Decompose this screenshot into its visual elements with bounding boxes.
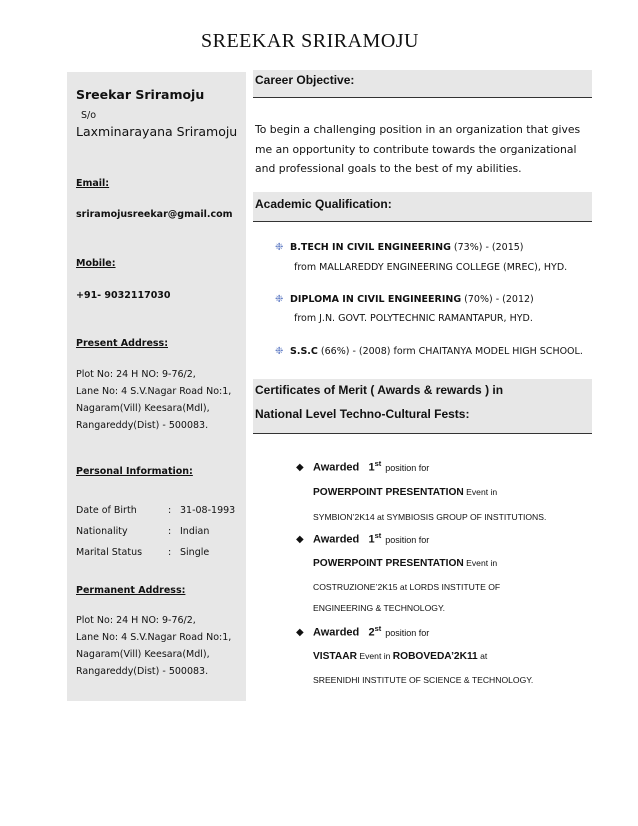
award-rank-suffix: st — [374, 624, 382, 633]
award-position: position for — [385, 462, 430, 473]
award-title — [313, 531, 429, 546]
personal-field-label: Marital Status — [76, 547, 143, 558]
son-of-label: S/o — [81, 110, 97, 121]
qualification-details: (66%) - (2008) form CHAITANYA MODEL HIGH SCHOOL. — [317, 346, 583, 357]
award-rank: 1 — [368, 533, 375, 546]
permanent-address-heading: Permanent Address: — [76, 585, 186, 596]
father-name: Laxminarayana Sriramoju — [76, 124, 238, 139]
award-event — [313, 651, 487, 662]
personal-field-value: Indian — [180, 526, 210, 537]
diamond-bullet-icon: ◆ — [296, 462, 304, 473]
permanent-address-line: Nagaram(Vill) Keesara(Mdl), — [76, 649, 210, 660]
career-objective-line: and professional goals to the best of my abilities. — [255, 162, 522, 175]
personal-field-label: Nationality — [76, 526, 128, 537]
award-venue: COSTRUZIONE’2K15 at LORDS INSTITUTE OF — [313, 582, 501, 592]
award-rank: 2 — [368, 626, 375, 639]
academic-header — [253, 192, 592, 222]
certificates-header — [253, 379, 592, 434]
award-event2-suffix: at — [477, 651, 488, 661]
personal-info-heading: Personal Information: — [76, 466, 193, 477]
personal-field-value: Single — [180, 547, 210, 558]
career-objective-line: me an opportunity to contribute towards the organizational — [255, 143, 577, 156]
qualification-item — [290, 346, 583, 357]
academic-heading: Academic Qualification: — [255, 197, 392, 211]
career-objective-heading: Career Objective: — [255, 73, 355, 87]
page-title: SREEKAR SRIRAMOJU — [201, 30, 419, 52]
award-label: Awarded — [313, 626, 360, 639]
award-event — [313, 558, 497, 569]
personal-field-colon: : — [168, 547, 172, 558]
award-position: position for — [385, 534, 430, 545]
permanent-address-line: Lane No: 4 S.V.Nagar Road No:1, — [76, 632, 232, 643]
qualification-degree: S.S.C — [290, 346, 318, 357]
award-event — [313, 487, 497, 498]
career-objective-header — [253, 70, 592, 98]
career-objective-line: To begin a challenging position in an organization that gives — [255, 123, 581, 136]
permanent-address-line: Plot No: 24 H NO: 9-76/2, — [76, 615, 196, 626]
award-event-name: POWERPOINT PRESENTATION — [313, 487, 464, 498]
qualification-institution: from MALLAREDDY ENGINEERING COLLEGE (MREC), HYD. — [294, 262, 568, 273]
personal-field-colon: : — [168, 526, 172, 537]
diamond-bullet-icon: ❉ — [275, 242, 284, 253]
qualification-institution: from J.N. GOVT. POLYTECHNIC RAMANTAPUR, HYD. — [294, 313, 533, 324]
email-heading: Email: — [76, 178, 110, 189]
qualification-item — [290, 242, 524, 253]
qualification-details: (73%) - (2015) — [450, 242, 524, 253]
award-event-in: Event in — [463, 558, 498, 568]
award-venue: SYMBION’2K14 at SYMBIOSIS GROUP OF INSTITUTIONS. — [313, 512, 547, 522]
candidate-name: Sreekar Sriramoju — [76, 87, 205, 102]
certificates-heading-line: Certificates of Merit ( Awards & rewards ) in — [255, 383, 504, 397]
award-event-name: VISTAAR — [313, 651, 357, 662]
personal-field-label: Date of Birth — [76, 505, 137, 516]
email-value: sriramojusreekar@gmail.com — [76, 209, 233, 220]
award-event2-name: ROBOVEDA’2K11 — [392, 651, 478, 662]
permanent-address-line: Rangareddy(Dist) - 500083. — [76, 666, 209, 677]
award-event-in: Event in — [463, 487, 498, 497]
present-address-heading: Present Address: — [76, 338, 168, 349]
award-position: position for — [385, 627, 430, 638]
diamond-bullet-icon: ❉ — [275, 294, 284, 305]
award-rank-suffix: st — [374, 459, 382, 468]
award-label: Awarded — [313, 533, 360, 546]
award-rank: 1 — [368, 461, 375, 474]
qualification-item — [290, 294, 534, 305]
award-title — [313, 624, 429, 639]
award-event-name: POWERPOINT PRESENTATION — [313, 558, 464, 569]
award-rank-suffix: st — [374, 531, 382, 540]
mobile-heading: Mobile: — [76, 258, 116, 269]
present-address-line: Nagaram(Vill) Keesara(Mdl), — [76, 403, 210, 414]
personal-field-colon: : — [168, 505, 172, 516]
award-venue: ENGINEERING & TECHNOLOGY. — [313, 603, 445, 613]
award-title — [313, 459, 429, 474]
mobile-value: +91- 9032117030 — [76, 290, 171, 301]
qualification-degree: DIPLOMA IN CIVIL ENGINEERING — [290, 294, 462, 305]
certificates-heading-line: National Level Techno-Cultural Fests: — [255, 407, 470, 421]
award-event-in: Event in — [356, 651, 393, 661]
diamond-bullet-icon: ◆ — [296, 534, 304, 545]
present-address-line: Plot No: 24 H NO: 9-76/2, — [76, 369, 196, 380]
diamond-bullet-icon: ❉ — [275, 346, 284, 357]
qualification-details: (70%) - (2012) — [461, 294, 534, 305]
diamond-bullet-icon: ◆ — [296, 627, 304, 638]
qualification-degree: B.TECH IN CIVIL ENGINEERING — [290, 242, 451, 253]
award-label: Awarded — [313, 461, 360, 474]
award-venue: SREENIDHI INSTITUTE OF SCIENCE & TECHNOLOGY. — [313, 675, 534, 685]
personal-field-value: 31-08-1993 — [180, 505, 236, 516]
present-address-line: Rangareddy(Dist) - 500083. — [76, 420, 209, 431]
present-address-line: Lane No: 4 S.V.Nagar Road No:1, — [76, 386, 232, 397]
